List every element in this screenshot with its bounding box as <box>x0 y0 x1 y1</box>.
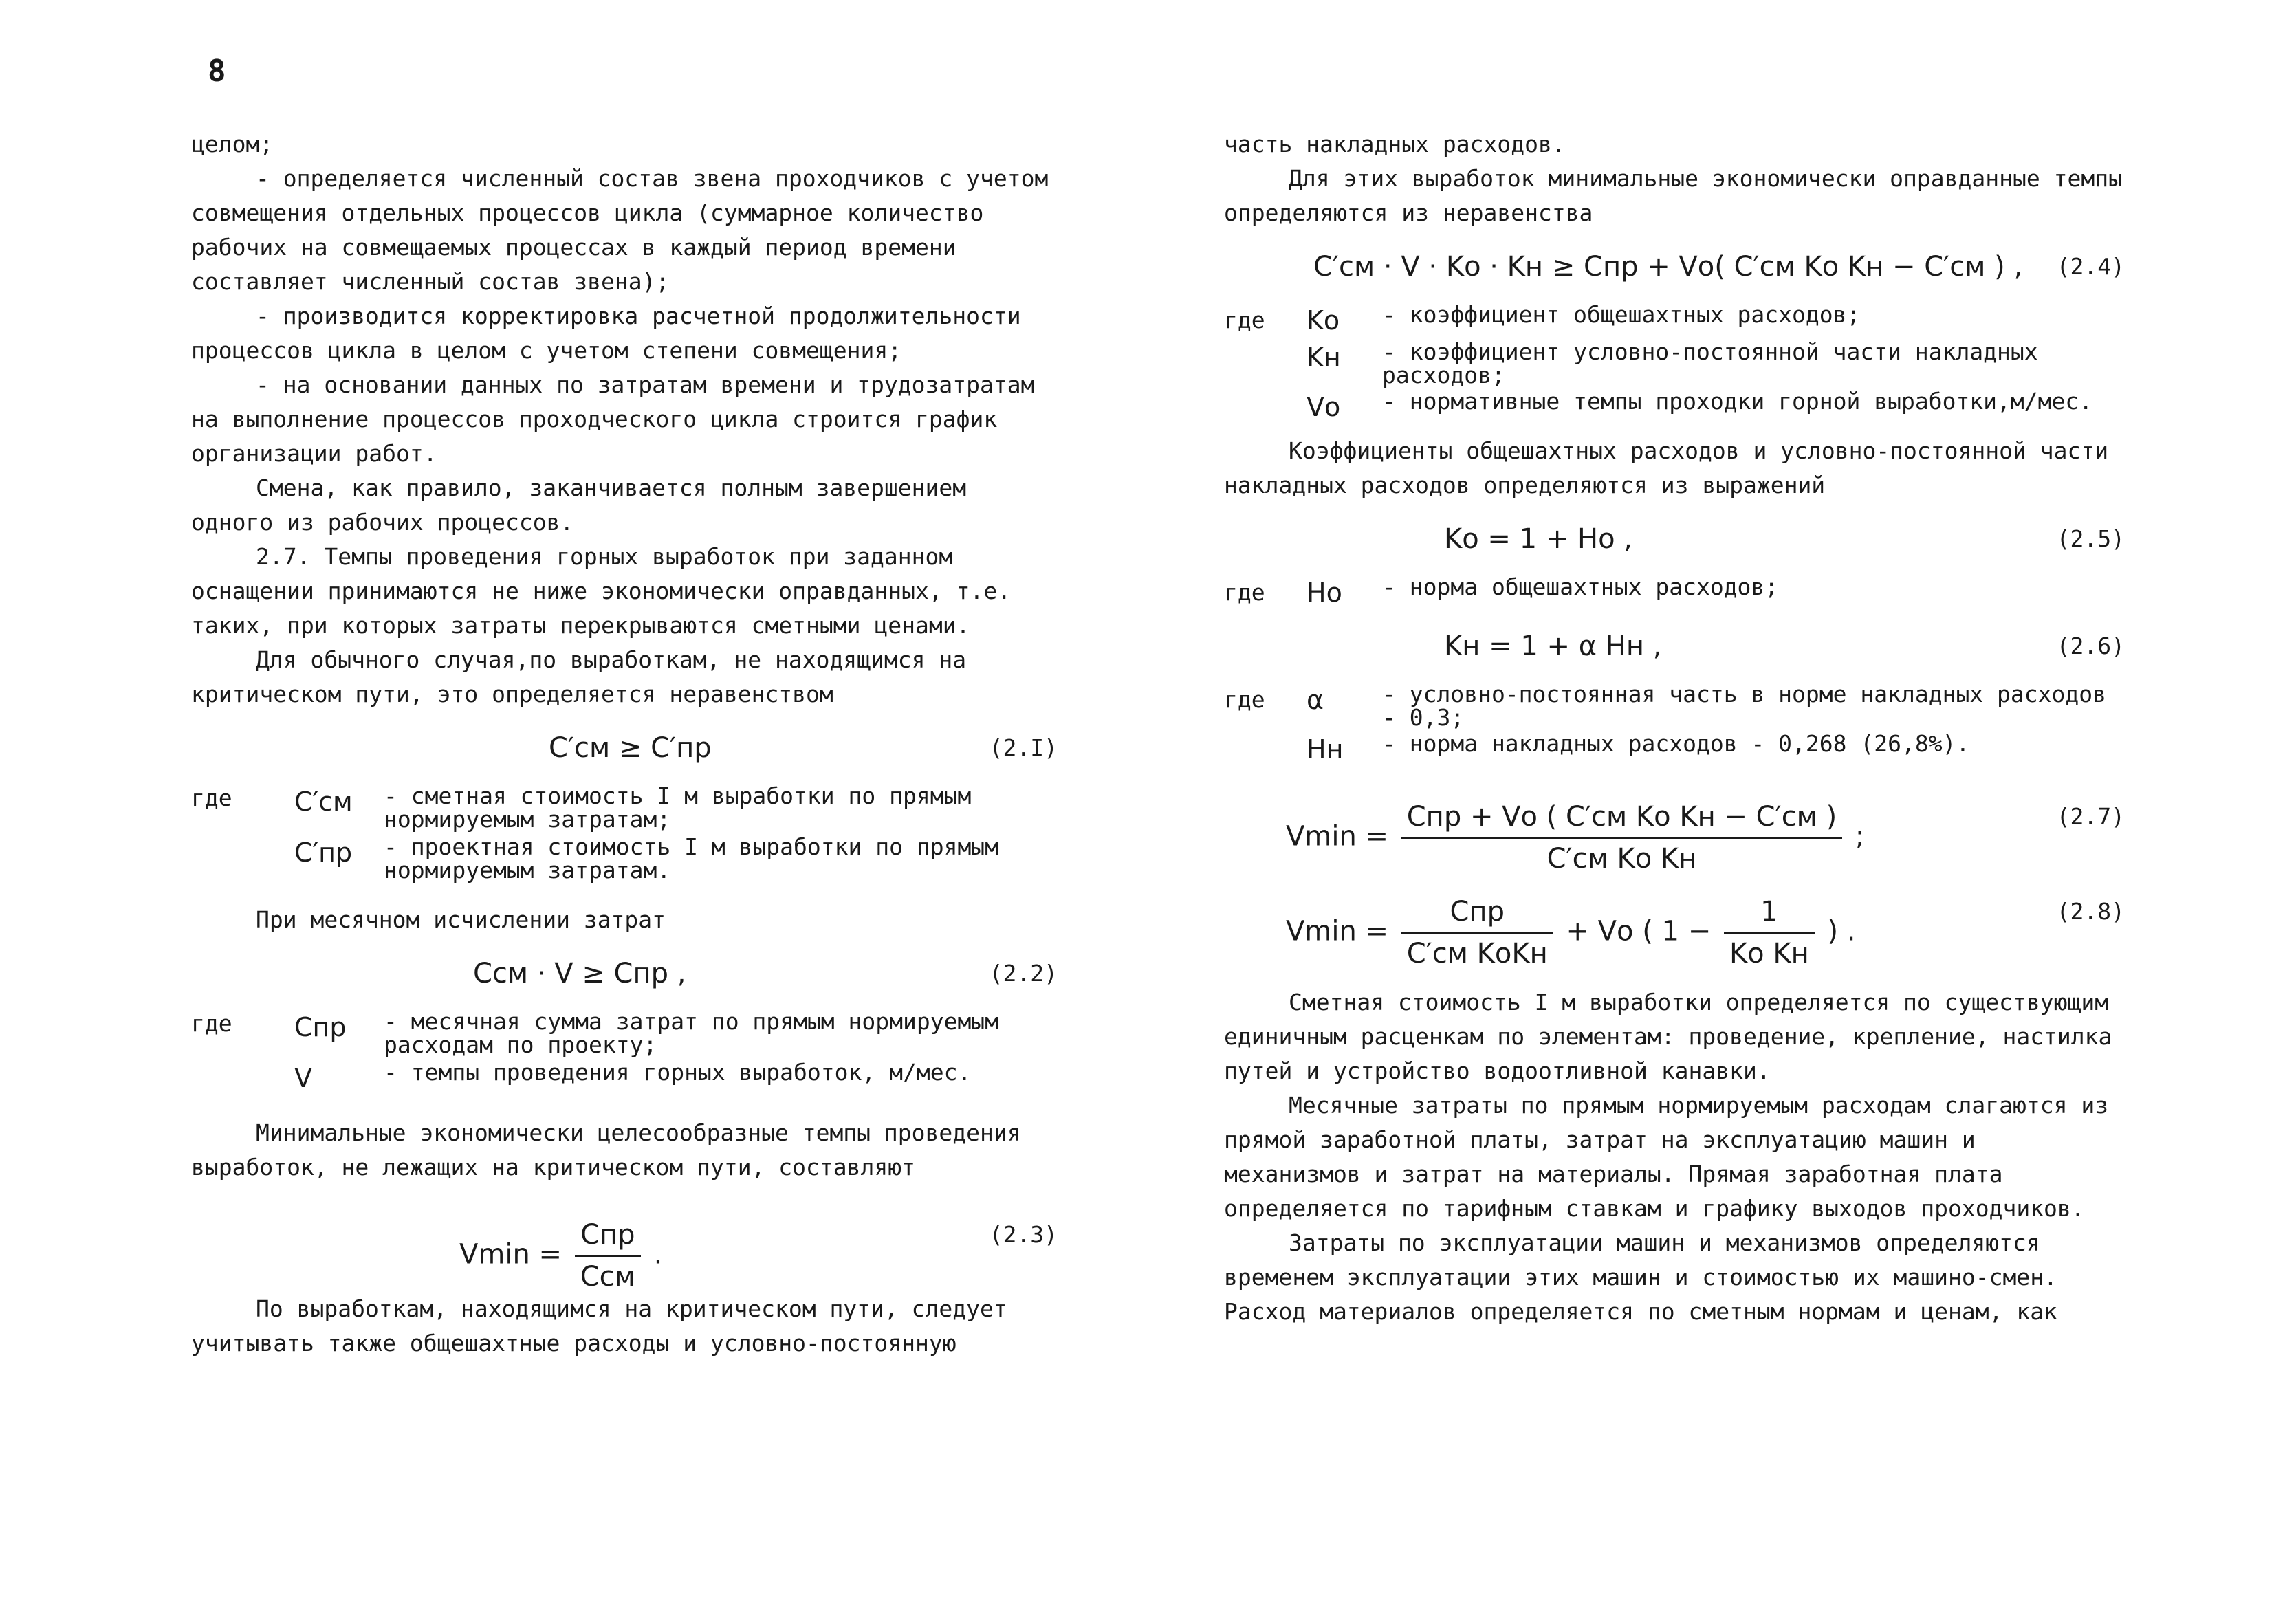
left-column <box>191 127 1058 1361</box>
definition-text: - сметная стоимость I м выработки по прямым нормируемым затратам; <box>384 782 972 833</box>
where-label: где <box>1224 579 1265 606</box>
definition-symbol: Vо <box>1307 392 1341 422</box>
definition-symbol: Hо <box>1307 578 1342 608</box>
definition-text: - месячная сумма затрат по прямым нормируемым расходам по проекту; <box>384 1008 999 1058</box>
paragraph: Минимальные экономически целесообразные темпы проведения выработок, не лежащих на критическом пути, составляют <box>191 1119 1021 1181</box>
paragraph: Коэффициенты общешахтных расходов и условно-постоянной части накладных расходов определяются из выражений <box>1224 437 2109 498</box>
definition-symbol: Kо <box>1307 305 1340 336</box>
definition-symbol: Kн <box>1307 342 1341 373</box>
definition-symbol: Cпр <box>294 1012 347 1042</box>
equation-formula: C′см · V · Kо · Kн ≥ Cпр + Vо( C′см Kо Kн − C′см ) , <box>1313 251 2023 283</box>
equation-tail: . <box>653 1238 663 1271</box>
equation-2-8 <box>1224 874 2125 969</box>
equation-2-1 <box>191 724 1058 772</box>
definition-text: - нормативные темпы проходки горной выработки,м/мес. <box>1382 388 2093 415</box>
fraction-numerator: Cпр <box>575 1218 641 1257</box>
equation-number: (2.4) <box>2056 253 2125 280</box>
equation-number: (2.3) <box>989 1221 1058 1248</box>
definition-text: - норма общешахтных расходов; <box>1382 573 1779 600</box>
equation-formula: C′см ≥ C′пр <box>549 732 712 764</box>
paragraph: Для этих выработок минимальные экономически оправданные темпы определяются из неравенства <box>1224 165 2122 226</box>
fraction-denominator: C′см Kо Kн <box>1546 843 1697 875</box>
definition-symbol: α <box>1307 685 1324 715</box>
equation-number: (2.6) <box>2056 633 2125 659</box>
paragraph: - определяется численный состав звена проходчиков с учетом совмещения отдельных процессов цикла (суммарное количество рабочих на совмещаемых процессах в каждый период времени составляет численный состав звена); <box>191 165 1049 295</box>
definition-text: - коэффициент общешахтных расходов; <box>1382 301 1861 328</box>
definition-text: - норма накладных расходов - 0,268 (26,8%). <box>1382 730 1970 757</box>
definition-text: - темпы проведения горных выработок, м/мес. <box>384 1059 972 1086</box>
equation-2-5 <box>1224 515 2125 563</box>
paragraph: 2.7. Темпы проведения горных выработок при заданном оснащении принимаются не ниже экономически оправданных, т.е. таких, при которых затраты перекрываются сметными ценами. <box>191 543 1012 639</box>
paragraph: часть накладных расходов. <box>1224 131 1566 157</box>
equation-tail: ; <box>1855 820 1865 853</box>
equation-lhs: Vmin = <box>459 1238 562 1271</box>
paragraph: По выработкам, находящимся на критическом пути, следует учитывать также общешахтные расходы и условно-постоянную <box>191 1295 1007 1357</box>
definition <box>1224 340 2125 387</box>
definition-symbol: Hн <box>1307 734 1344 765</box>
definition <box>1224 683 2125 729</box>
equation-formula: Kн = 1 + α Hн , <box>1444 630 1662 662</box>
where-label: где <box>191 1010 232 1037</box>
fraction-numerator: 1 <box>1724 895 1815 934</box>
fraction-denominator: Kо Kн <box>1729 938 1809 969</box>
definition <box>1224 390 2125 424</box>
definition <box>1224 575 2125 610</box>
definition <box>191 835 1058 882</box>
fraction <box>1401 895 1553 971</box>
equation-number: (2.8) <box>2056 898 2125 925</box>
definition-text: - коэффициент условно-постоянной части накладных расходов; <box>1382 338 2038 388</box>
paragraph: Месячные затраты по прямым нормируемым расходам слагаются из прямой заработной платы, затрат на эксплуатацию машин и механизмов и затрат на материалы. Прямая заработная плата определяется по тарифным ставкам и графику выходов проходчиков. <box>1224 1092 2109 1222</box>
paragraph: - на основании данных по затратам времени и трудозатратам на выполнение процессов проходческого цикла строится график организации работ. <box>191 371 1035 467</box>
fraction <box>1401 800 1842 876</box>
equation-lhs: Vmin = <box>1286 915 1389 947</box>
equation-2-3 <box>191 1197 1058 1293</box>
equation-2-4 <box>1224 243 2125 291</box>
equation-2-6 <box>1224 622 2125 670</box>
right-column <box>1224 127 2125 1329</box>
equation-formula: Cсм · V ≥ Cпр , <box>473 958 686 989</box>
fraction <box>1724 895 1815 971</box>
definition <box>191 1010 1058 1057</box>
equation-middle: + Vо ( 1 − <box>1566 915 1712 947</box>
equation-formula: Kо = 1 + Hо , <box>1444 523 1633 555</box>
equation-number: (2.5) <box>2056 525 2125 552</box>
equation-2-2 <box>191 950 1058 998</box>
paragraph: Сметная стоимость I м выработки определяется по существующим единичным расценкам по элементам: проведение, крепление, настилка путей и устройство водоотливной канавки. <box>1224 989 2112 1084</box>
definition-symbol: C′пр <box>294 837 353 868</box>
paragraph: Смена, как правило, заканчивается полным завершением одного из рабочих процессов. <box>191 474 967 536</box>
equation-2-7 <box>1224 779 2125 875</box>
fraction-denominator: Cсм <box>580 1261 635 1293</box>
equation-tail: ) . <box>1827 915 1856 947</box>
equation-lhs: Vmin = <box>1286 820 1389 853</box>
definition-text: - условно-постоянная часть в норме накладных расходов - 0,3; <box>1382 681 2106 731</box>
equation-number: (2.7) <box>2056 803 2125 830</box>
paragraph: - производится корректировка расчетной продолжительности процессов цикла в целом с учетом степени совмещения; <box>191 303 1021 364</box>
fraction <box>575 1218 641 1294</box>
definition <box>1224 303 2125 338</box>
definition-symbol: V <box>294 1063 312 1093</box>
paragraph: Затраты по эксплуатации машин и механизмов определяются временем эксплуатации этих машин и стоимостью их машино-смен. Расход материалов определяется по сметным нормам и ценам, как <box>1224 1229 2057 1325</box>
equation-number: (2.2) <box>989 960 1058 987</box>
definition <box>191 1061 1058 1095</box>
fraction-numerator: Cпр <box>1401 895 1553 934</box>
where-label: где <box>1224 686 1265 713</box>
paragraph: Для обычного случая,по выработкам, не находящимся на критическом пути, это определяется неравенством <box>191 646 967 707</box>
where-label: где <box>1224 307 1265 333</box>
paragraph: При месячном исчислении затрат <box>256 906 666 933</box>
fraction-numerator: Cпр + Vо ( C′см Kо Kн − C′см ) <box>1401 800 1842 839</box>
where-label: где <box>191 784 232 811</box>
paragraph: целом; <box>191 131 274 157</box>
fraction-denominator: C′см KоKн <box>1406 938 1548 969</box>
definition <box>1224 732 2125 767</box>
page-number: 8 <box>208 54 226 89</box>
definition <box>191 784 1058 831</box>
equation-number: (2.I) <box>989 734 1058 761</box>
definition-symbol: C′см <box>294 787 353 817</box>
definition-text: - проектная стоимость I м выработки по прямым нормируемым затратам. <box>384 833 999 884</box>
